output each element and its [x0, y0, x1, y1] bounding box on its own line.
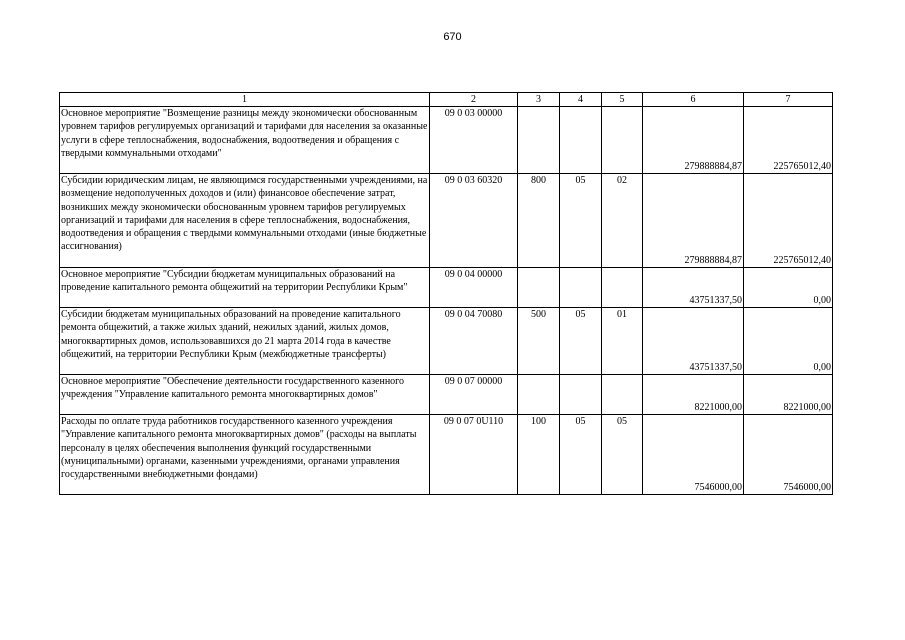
table-header-row [60, 93, 833, 107]
subsection-code: 05 [602, 415, 643, 495]
subsection-code [602, 268, 643, 308]
amount-col6: 8221000,00 [643, 375, 744, 415]
table-row [60, 174, 833, 268]
amount-col7: 0,00 [744, 268, 833, 308]
expense-type-code [518, 268, 560, 308]
header-cell: 6 [643, 93, 744, 107]
subsection-code: 01 [602, 308, 643, 375]
table-row [60, 415, 833, 495]
target-article-code: 09 0 03 00000 [430, 107, 518, 174]
table-row [60, 107, 833, 174]
budget-table [59, 92, 833, 495]
header-cell: 7 [744, 93, 833, 107]
subsection-code [602, 107, 643, 174]
item-name: Субсидии юридическим лицам, не являющимся государственными учреждениями, на возмещение недополученных доходов и (или) финансовое обеспечение затрат, возникших между экономически обоснованным уровнем тарифов регулируемых организаций и тарифами для населения в сфере теплоснабжения, водоснабжения, водоотведения и обращения с твердыми коммунальными отходами (иные бюджетные ассигнования) [60, 174, 430, 268]
table-row [60, 268, 833, 308]
target-article-code: 09 0 03 60320 [430, 174, 518, 268]
target-article-code: 09 0 04 00000 [430, 268, 518, 308]
expense-type-code [518, 107, 560, 174]
expense-type-code: 500 [518, 308, 560, 375]
item-name: Основное мероприятие "Обеспечение деятельности государственного казенного учреждения "Управление капитального ремонта многоквартирных домов" [60, 375, 430, 415]
section-code: 05 [560, 415, 602, 495]
amount-col7: 225765012,40 [744, 174, 833, 268]
amount-col7: 0,00 [744, 308, 833, 375]
item-name: Расходы по оплате труда работников государственного казенного учреждения "Управление капитального ремонта многоквартирных домов" (расходы на выплаты персоналу в целях обеспечения выполнения функций государственными (муниципальными) органами, казенными учреждениями, органами управления государственными внебюджетными фондами) [60, 415, 430, 495]
expense-type-code [518, 375, 560, 415]
item-name: Основное мероприятие "Возмещение разницы между экономически обоснованным уровнем тарифов регулируемых организаций и тарифами для населения за оказанные услуги в сфере теплоснабжения, водоснабжения, водоотведения и обращения с твердыми коммунальными отходами" [60, 107, 430, 174]
subsection-code: 02 [602, 174, 643, 268]
section-code: 05 [560, 174, 602, 268]
header-cell: 1 [60, 93, 430, 107]
subsection-code [602, 375, 643, 415]
amount-col6: 279888884,87 [643, 174, 744, 268]
page-number: 670 [443, 31, 462, 43]
target-article-code: 09 0 07 0U110 [430, 415, 518, 495]
section-code [560, 107, 602, 174]
amount-col6: 43751337,50 [643, 268, 744, 308]
section-code [560, 375, 602, 415]
header-cell: 5 [602, 93, 643, 107]
header-cell: 2 [430, 93, 518, 107]
expense-type-code: 800 [518, 174, 560, 268]
section-code [560, 268, 602, 308]
item-name: Основное мероприятие "Субсидии бюджетам муниципальных образований на проведение капитального ремонта общежитий на территории Республики Крым" [60, 268, 430, 308]
amount-col6: 279888884,87 [643, 107, 744, 174]
table-row [60, 375, 833, 415]
section-code: 05 [560, 308, 602, 375]
table-row [60, 308, 833, 375]
target-article-code: 09 0 04 70080 [430, 308, 518, 375]
expense-type-code: 100 [518, 415, 560, 495]
item-name: Субсидии бюджетам муниципальных образований на проведение капитального ремонта общежитий, а также жилых зданий, нежилых зданий, жилых домов, многоквартирных домов, использовавшихся до 21 марта 2014 года в качестве общежитий, на территории Республики Крым (межбюджетные трансферты) [60, 308, 430, 375]
target-article-code: 09 0 07 00000 [430, 375, 518, 415]
amount-col7: 225765012,40 [744, 107, 833, 174]
amount-col6: 43751337,50 [643, 308, 744, 375]
header-cell: 4 [560, 93, 602, 107]
amount-col7: 7546000,00 [744, 415, 833, 495]
amount-col7: 8221000,00 [744, 375, 833, 415]
header-cell: 3 [518, 93, 560, 107]
amount-col6: 7546000,00 [643, 415, 744, 495]
